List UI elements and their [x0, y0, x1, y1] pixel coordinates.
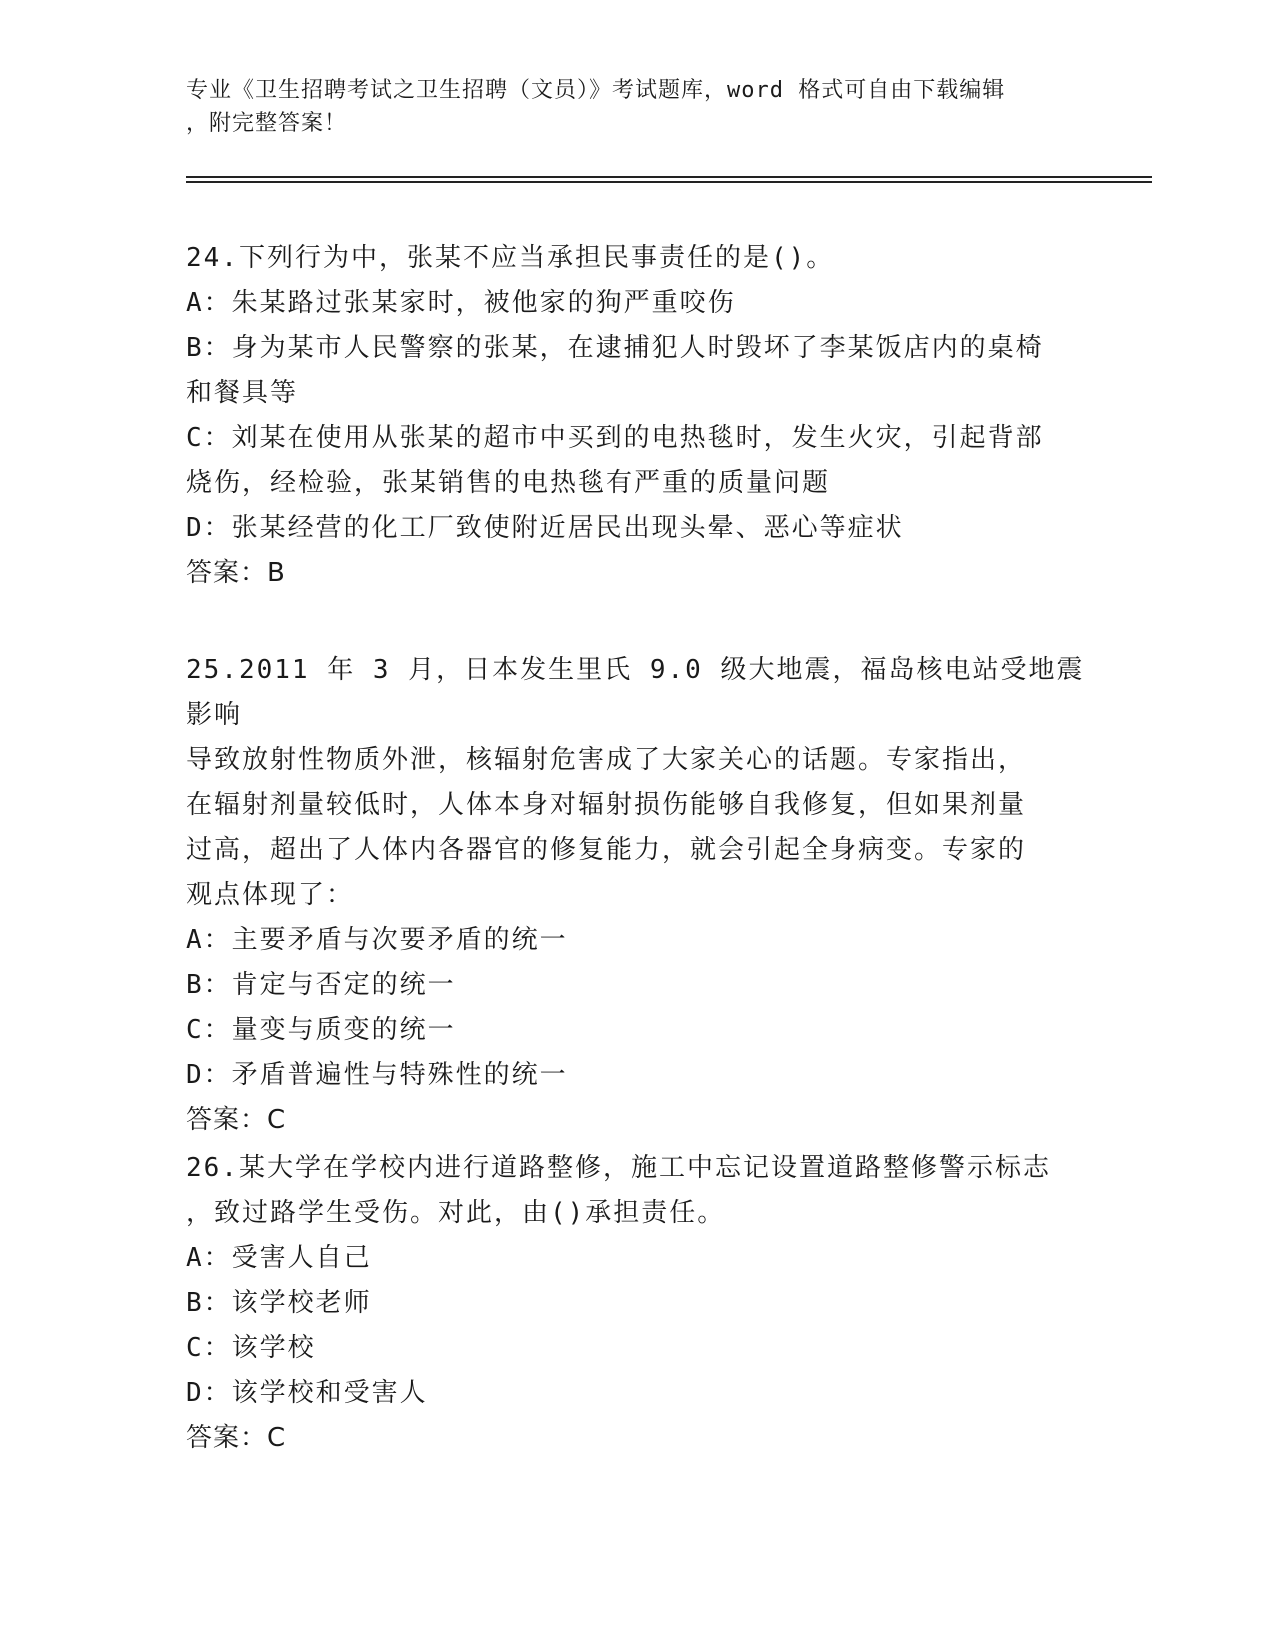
option-d: D：矛盾普遍性与特殊性的统一 [186, 1060, 568, 1090]
option-d: D：该学校和受害人 [186, 1378, 428, 1408]
answer-label: 答案：C [186, 1105, 287, 1135]
answer-label: 答案：C [186, 1423, 287, 1453]
option-c: C：量变与质变的统一 [186, 1015, 456, 1045]
option-a: A：受害人自己 [186, 1243, 372, 1273]
header-line-2: ，附完整答案！ [186, 111, 348, 136]
option-c: C：该学校 [186, 1333, 316, 1363]
question-stem-line: ，致过路学生受伤。对此，由()承担责任。 [186, 1198, 726, 1228]
option-c-continued: 烧伤，经检验，张某销售的电热毯有严重的质量问题 [186, 468, 831, 498]
header-line-1: 专业《卫生招聘考试之卫生招聘（文员）》考试题库，word 格式可自由下载编辑 [186, 78, 1006, 103]
question-stem-line: 观点体现了： [186, 880, 355, 910]
document-header [186, 74, 1066, 140]
question-25 [186, 648, 1086, 1143]
option-b: B：该学校老师 [186, 1288, 372, 1318]
question-stem-line: 导致放射性物质外泄，核辐射危害成了大家关心的话题。专家指出， [186, 745, 1027, 775]
header-divider-top [186, 176, 1152, 178]
question-stem-line: 25.2011 年 3 月，日本发生里氏 9.0 级大地震，福岛核电站受地震影响 [186, 655, 1085, 730]
question-24 [186, 236, 1086, 596]
option-b: B：肯定与否定的统一 [186, 970, 456, 1000]
option-b-continued: 和餐具等 [186, 378, 299, 408]
question-26 [186, 1146, 1086, 1461]
question-stem-line: 24.下列行为中，张某不应当承担民事责任的是()。 [186, 243, 835, 273]
question-stem-line: 在辐射剂量较低时，人体本身对辐射损伤能够自我修复，但如果剂量 [186, 790, 1027, 820]
option-d: D：张某经营的化工厂致使附近居民出现头晕、恶心等症状 [186, 513, 904, 543]
header-divider-bottom [186, 181, 1152, 183]
option-a: A：朱某路过张某家时，被他家的狗严重咬伤 [186, 288, 736, 318]
option-c: C：刘某在使用从张某的超市中买到的电热毯时，发生火灾，引起背部 [186, 423, 1044, 453]
option-a: A：主要矛盾与次要矛盾的统一 [186, 925, 568, 955]
option-b: B：身为某市人民警察的张某，在逮捕犯人时毁坏了李某饭店内的桌椅 [186, 333, 1044, 363]
question-stem-line: 过高，超出了人体内各器官的修复能力，就会引起全身病变。专家的 [186, 835, 1027, 865]
answer-label: 答案：B [186, 558, 286, 588]
question-stem-line: 26.某大学在学校内进行道路整修，施工中忘记设置道路整修警示标志 [186, 1153, 1051, 1183]
